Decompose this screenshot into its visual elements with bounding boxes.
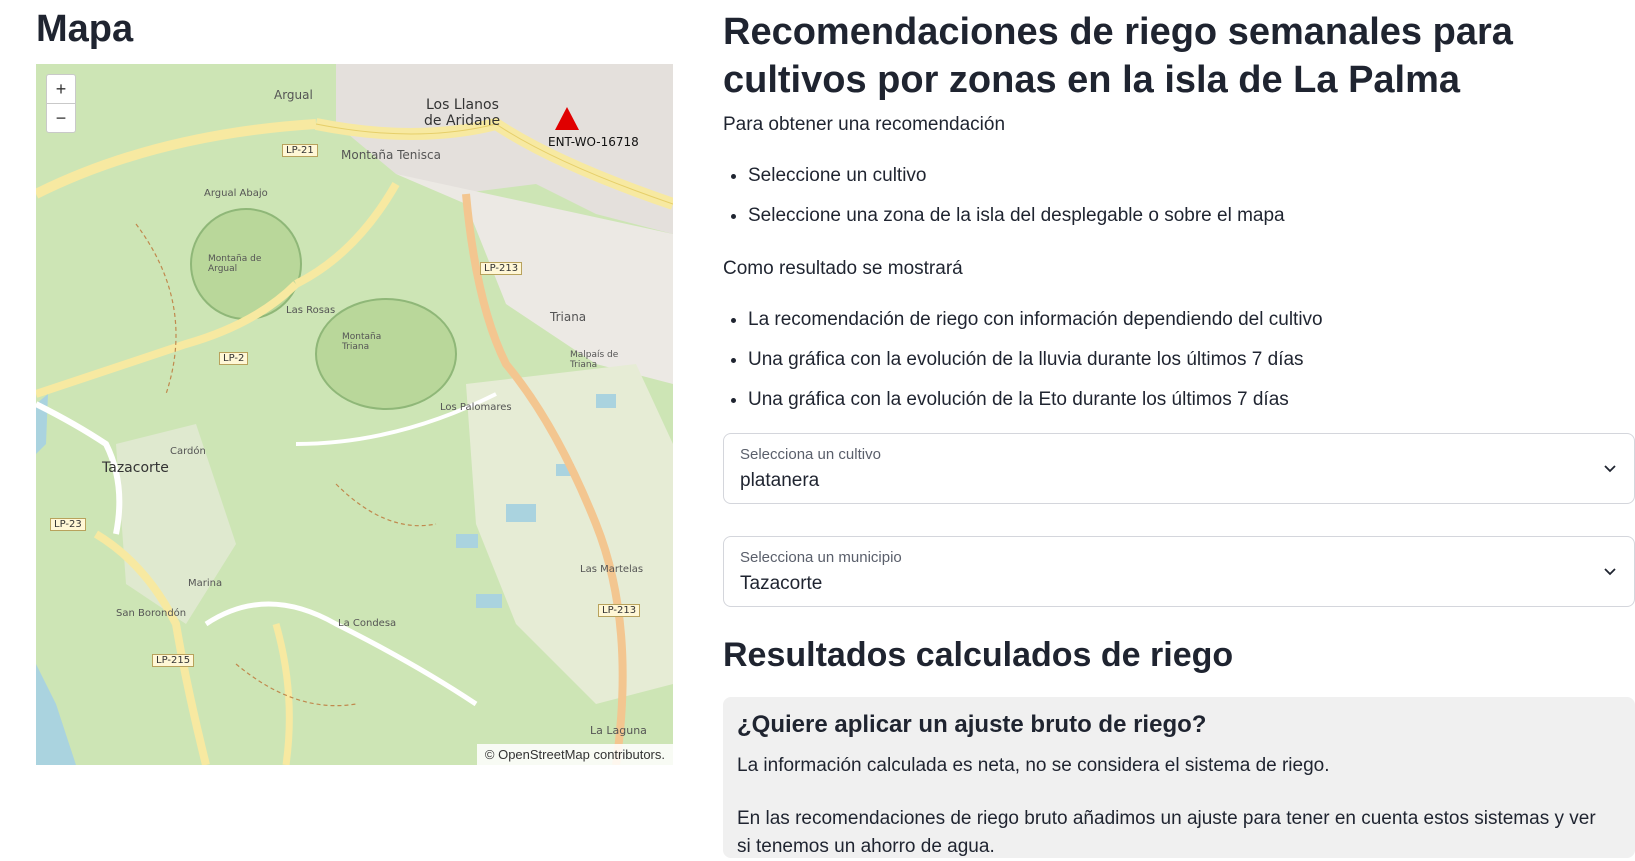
road-label: LP-215	[152, 654, 194, 667]
place-label: Malpaís de Triana	[570, 350, 619, 370]
list-item: • La recomendación de riego con información dependiendo del cultivo	[748, 306, 1323, 346]
list-item: • Seleccione un cultivo	[748, 162, 1285, 202]
road-label: LP-213	[480, 262, 522, 275]
road-label: LP-2	[219, 352, 248, 365]
results-title: Resultados calculados de riego	[723, 636, 1234, 674]
chevron-down-icon	[1602, 460, 1618, 476]
gross-adjustment-card	[723, 697, 1635, 858]
result-intro-text: Como resultado se mostrará	[723, 258, 963, 279]
map[interactable]	[36, 64, 673, 765]
place-label: Montaña Triana	[342, 332, 382, 352]
zoom-control	[46, 74, 76, 133]
place-label: Tazacorte	[102, 460, 169, 476]
place-label: de Aridane	[424, 113, 501, 129]
road-label: LP-23	[50, 518, 86, 531]
list-item: • Seleccione una zona de la isla del desplegable o sobre el mapa	[748, 202, 1285, 242]
card-text: La información calculada es neta, no se considera el sistema de riego.	[737, 755, 1330, 776]
results-list	[723, 306, 1323, 426]
card-text: En las recomendaciones de riego bruto añadimos un ajuste para tener en cuenta estos sistemas y ver si tenemos un ahorro de agua.	[737, 808, 1596, 857]
place-label: La Condesa	[338, 618, 397, 629]
place-label: Argual	[274, 88, 313, 102]
map-title: Mapa	[36, 8, 134, 50]
intro-text: Para obtener una recomendación	[723, 114, 1006, 135]
place-label: Montaña de Argual	[208, 254, 262, 274]
place-label: Triana	[550, 310, 587, 324]
card-title: ¿Quiere aplicar un ajuste bruto de riego?	[737, 711, 1207, 738]
zoom-in-button[interactable]: +	[55, 79, 67, 99]
road-label: LP-21	[282, 144, 318, 157]
crop-select[interactable]	[723, 433, 1635, 504]
map-tiles[interactable]	[36, 64, 673, 765]
place-label: Marina	[188, 578, 223, 589]
road-label: LP-213	[598, 604, 640, 617]
municipality-select-value: Tazacorte	[740, 573, 823, 594]
zoom-out-button[interactable]: −	[47, 103, 75, 132]
steps-list	[723, 162, 1285, 242]
crop-select-label: Selecciona un cultivo	[740, 446, 881, 463]
crop-select-value: platanera	[740, 470, 820, 491]
page-title: Recomendaciones de riego semanales para cultivos por zonas en la isla de La Palma	[723, 11, 1513, 101]
place-label: Las Rosas	[286, 305, 336, 316]
municipality-select-label: Selecciona un municipio	[740, 549, 902, 566]
place-label: La Laguna	[590, 724, 647, 737]
municipality-select[interactable]	[723, 536, 1635, 607]
place-label: Los Llanos	[426, 97, 499, 113]
chevron-down-icon	[1602, 563, 1618, 579]
place-label: Argual Abajo	[204, 188, 268, 199]
place-label: San Borondón	[116, 608, 187, 619]
station-label: ENT-WO-16718	[548, 135, 639, 149]
list-item: • Una gráfica con la evolución de la Eto durante los últimos 7 días	[748, 386, 1323, 426]
place-label: Las Martelas	[580, 564, 644, 575]
list-item: • Una gráfica con la evolución de la lluvia durante los últimos 7 días	[748, 346, 1323, 386]
map-attribution[interactable]: © OpenStreetMap contributors.	[477, 744, 673, 765]
place-label: Los Palomares	[440, 402, 512, 413]
place-label: Montaña Tenisca	[341, 148, 441, 162]
place-label: Cardón	[170, 446, 206, 457]
